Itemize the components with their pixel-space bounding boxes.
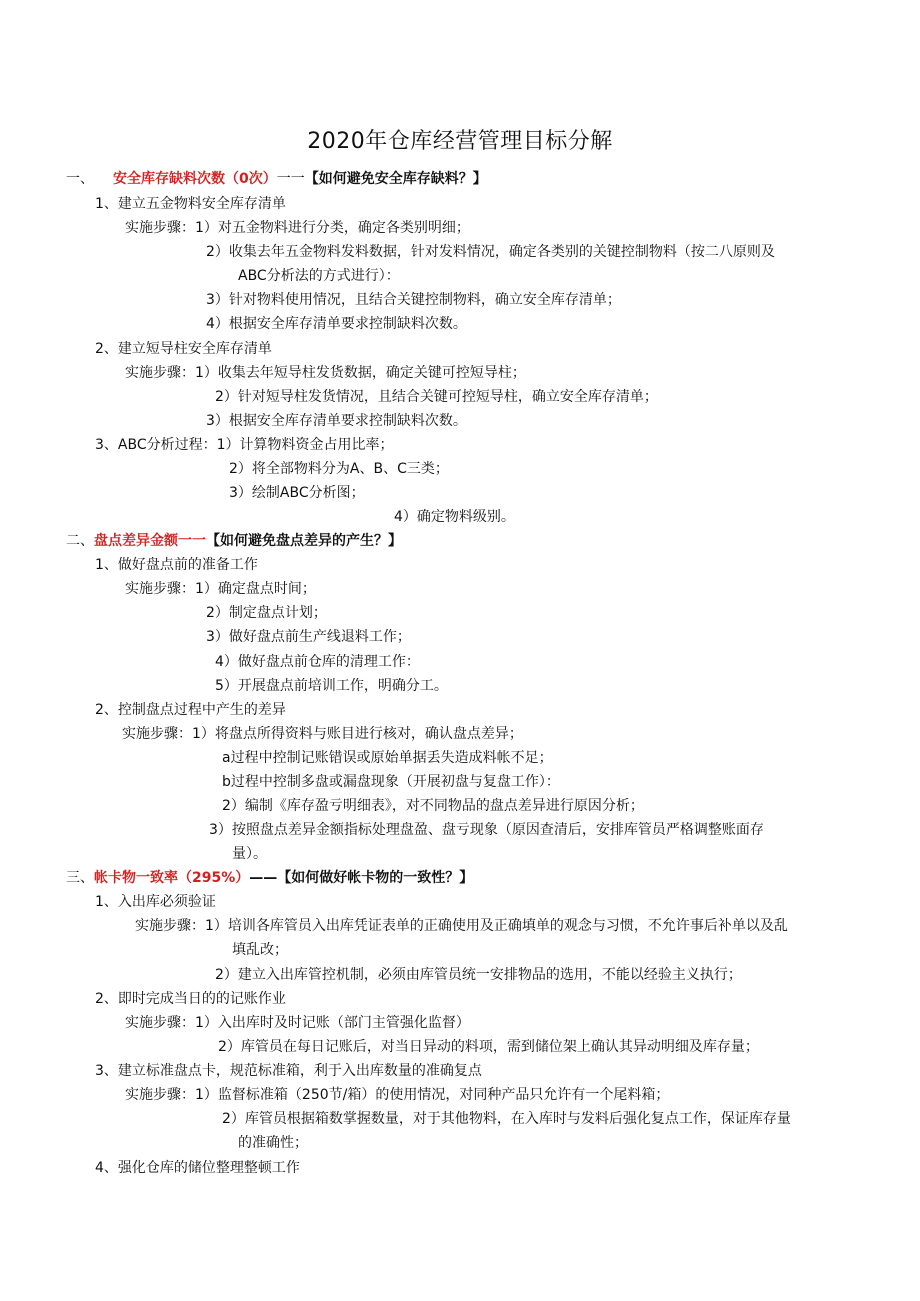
s1-sub2-step3: 3）根据安全库存清单要求控制缺料次数。	[206, 413, 467, 429]
s3-sub3: 3、建立标准盘点卡，规范标准箱，利于入出库数量的准确复点	[95, 1063, 482, 1079]
section-2-question: 【如何避免盘点差异的产生？】	[206, 533, 402, 549]
s2-sub2-step3: 3）按照盘点差异金额指标处理盘盈、盘亏现象（原因查清后，安排库管员严格调整账面存	[209, 822, 764, 838]
s3-sub2-step1: 实施步骤：1）入出库时及时记账（部门主管强化监督）	[125, 1015, 470, 1031]
section-2-title: 盘点差异金额一一	[94, 533, 206, 549]
section-3-heading	[66, 869, 473, 887]
section-1-title: 安全库存缺料次数（0次）	[113, 171, 277, 187]
section-2-heading	[66, 532, 402, 550]
s2-sub1-step1: 实施步骤：1）确定盘点时间；	[125, 581, 316, 597]
s1-sub1-step3: 3）针对物料使用情况，且结合关键控制物料，确立安全库存清单；	[206, 292, 621, 308]
s1-sub1-step2: 2）收集去年五金物料发料数据，针对发料情况，确定各类别的关键控制物料（按二八原则及	[206, 244, 775, 260]
s2-sub1-step3: 3）做好盘点前生产线退料工作；	[206, 629, 411, 645]
s2-sub2-item-b: b过程中控制多盘或漏盘现象（开展初盘与复盘工作）：	[222, 774, 560, 790]
s2-sub2-step1: 实施步骤：1）将盘点所得资料与账目进行核对，确认盘点差异；	[122, 726, 523, 742]
s2-sub2-step2: 2）编制《库存盈亏明细表》，对不同物品的盘点差异进行原因分析；	[222, 798, 644, 814]
s2-sub2: 2、控制盘点过程中产生的差异	[95, 702, 286, 718]
s3-sub3-step2: 2）库管员根据箱数掌握数量，对于其他物料，在入库时与发料后强化复点工作，保证库存量	[222, 1111, 791, 1127]
s2-sub2-step3-cont: 量）。	[232, 846, 267, 862]
s3-sub3-step2-cont: 的准确性；	[238, 1135, 308, 1151]
section-2-number: 二、	[66, 533, 94, 549]
section-3-title: 帐卡物一致率（295%）	[94, 870, 250, 886]
s1-sub3-step3: 3）绘制ABC分析图；	[229, 485, 365, 501]
s3-sub1-step2: 2）建立入出库管控机制，必须由库管员统一安排物品的选用，不能以经验主义执行；	[215, 967, 742, 983]
s3-sub1-step1: 实施步骤：1）培训各库管员入出库凭证表单的正确使用及正确填单的观念与习惯，不允许事后补单以及乱	[135, 918, 788, 934]
s1-sub1: 1、建立五金物料安全库存清单	[95, 196, 286, 212]
s2-sub1-step5: 5）开展盘点前培训工作，明确分工。	[215, 678, 448, 694]
section-1-dash: 一一	[276, 171, 305, 187]
s3-sub1-step1-cont: 填乱改；	[232, 942, 288, 958]
s3-sub3-step1: 实施步骤：1）监督标准箱（250节/箱）的使用情况，对同种产品只允许有一个尾料箱；	[125, 1087, 670, 1103]
s1-sub1-step1: 实施步骤：1）对五金物料进行分类，确定各类别明细；	[125, 220, 470, 236]
s1-sub3-step4: 4）确定物料级别。	[394, 509, 515, 525]
s1-sub3-step2: 2）将全部物料分为A、B、C三类；	[229, 461, 449, 477]
s2-sub2-item-a: a过程中控制记账错误或原始单据丢失造成料帐不足；	[222, 750, 553, 766]
s1-sub2: 2、建立短导柱安全库存清单	[95, 341, 272, 357]
section-3-dash: ——	[249, 870, 278, 886]
s2-sub1-step2: 2）制定盘点计划；	[206, 605, 327, 621]
s1-sub1-step4: 4）根据安全库存清单要求控制缺料次数。	[206, 316, 467, 332]
s1-sub3: 3、ABC分析过程：1）计算物料资金占用比率；	[95, 437, 394, 453]
section-1-question: 【如何避免安全库存缺料？】	[304, 171, 487, 187]
section-3-number: 三、	[66, 870, 94, 886]
s2-sub1: 1、做好盘点前的准备工作	[95, 557, 258, 573]
s1-sub2-step2: 2）针对短导柱发货情况，且结合关键可控短导柱，确立安全库存清单；	[215, 389, 658, 405]
s1-sub1-step2-cont: ABC分析法的方式进行）：	[238, 268, 400, 284]
s3-sub2: 2、即时完成当日的的记账作业	[95, 991, 286, 1007]
section-1-heading	[113, 170, 487, 188]
s3-sub1: 1、入出库必须验证	[95, 894, 216, 910]
section-1-number: 一、	[66, 171, 94, 187]
page-title: 2020年仓库经营管理目标分解	[307, 129, 613, 154]
s3-sub2-step2: 2）库管员在每日记账后，对当日异动的料项，需到储位架上确认其异动明细及库存量；	[218, 1039, 759, 1055]
s3-sub4: 4、强化仓库的储位整理整顿工作	[95, 1160, 300, 1176]
section-3-question: 【如何做好帐卡物的一致性？】	[277, 870, 474, 886]
s1-sub2-step1: 实施步骤：1）收集去年短导柱发货数据，确定关键可控短导柱；	[125, 365, 526, 381]
s2-sub1-step4: 4）做好盘点前仓库的清理工作：	[215, 654, 420, 670]
